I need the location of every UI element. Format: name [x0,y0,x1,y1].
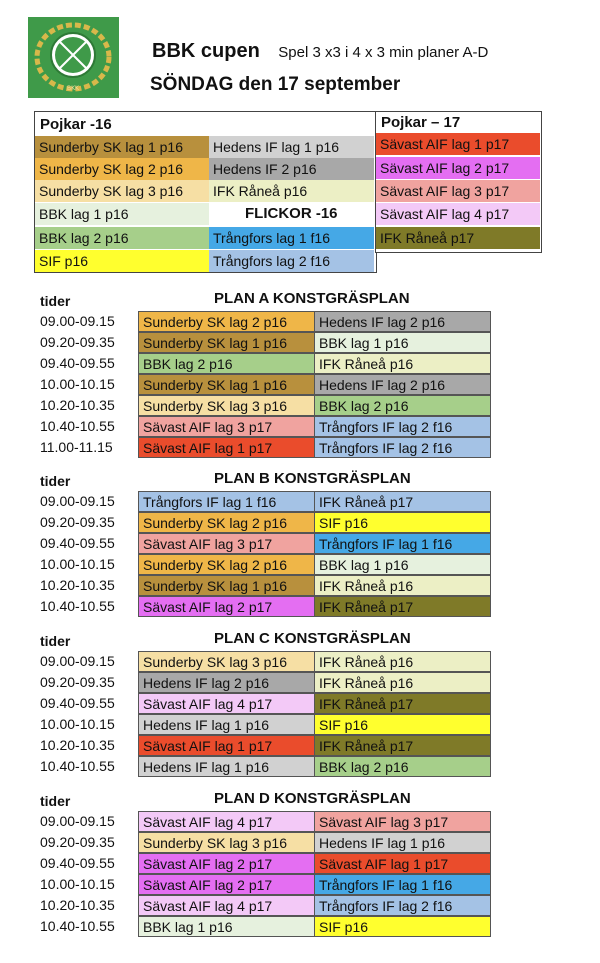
home-team: Hedens IF lag 1 p16 [138,756,315,777]
match-time: 10.20-10.35 [40,897,115,913]
legend-team: Sunderby SK lag 1 p16 [35,136,209,158]
home-team: BBK lag 2 p16 [138,353,315,374]
away-team: IFK Råneå p17 [314,491,491,512]
match-time: 09.20-09.35 [40,514,115,530]
legend-team: Hedens IF 2 p16 [209,158,374,180]
away-team: Hedens IF lag 1 p16 [314,832,491,853]
legend-header-flickor-16: FLICKOR -16 [245,205,338,222]
match-time: 09.40-09.55 [40,355,115,371]
match-time: 10.40-10.55 [40,758,115,774]
home-team: Sävast AIF lag 4 p17 [138,811,315,832]
tider-label: tider [40,473,71,489]
legend-team: Sävast AIF lag 3 p17 [376,180,540,202]
plan-title: PLAN B KONSTGRÄSPLAN [214,470,411,487]
match-time: 10.40-10.55 [40,418,115,434]
home-team: Sunderby SK lag 1 p16 [138,374,315,395]
plan-title: PLAN D KONSTGRÄSPLAN [214,790,411,807]
home-team: Sävast AIF lag 4 p17 [138,895,315,916]
away-team: Trångfors IF lag 1 f16 [314,533,491,554]
legend-team: Sävast AIF lag 4 p17 [376,203,540,225]
legend-team: BBK lag 2 p16 [35,227,209,249]
match-time: 09.00-09.15 [40,493,115,509]
match-time: 09.00-09.15 [40,813,115,829]
home-team: Hedens IF lag 2 p16 [138,672,315,693]
event-date: SÖNDAG den 17 september [150,74,401,95]
away-team: BBK lag 2 p16 [314,395,491,416]
away-team: Trångfors IF lag 1 f16 [314,874,491,895]
legend-team: Sunderby SK lag 3 p16 [35,180,209,202]
match-time: 09.40-09.55 [40,535,115,551]
away-team: Trångfors IF lag 2 f16 [314,895,491,916]
away-team: IFK Råneå p17 [314,735,491,756]
home-team: Sävast AIF lag 2 p17 [138,853,315,874]
legend-team: Hedens IF lag 1 p16 [209,136,374,158]
match-time: 09.20-09.35 [40,834,115,850]
home-team: Sunderby SK lag 3 p16 [138,395,315,416]
away-team: BBK lag 2 p16 [314,756,491,777]
page-subtitle: Spel 3 x3 i 4 x 3 min planer A-D [278,44,489,61]
home-team: Sunderby SK lag 1 p16 [138,575,315,596]
home-team: Sävast AIF lag 3 p17 [138,416,315,437]
home-team: Hedens IF lag 1 p16 [138,714,315,735]
match-time: 09.20-09.35 [40,674,115,690]
legend-team: BBK lag 1 p16 [35,203,209,225]
tider-label: tider [40,293,71,309]
match-time: 11.00-11.15 [40,439,113,455]
legend-team: Trångfors lag 1 f16 [209,227,374,249]
home-team: BBK lag 1 p16 [138,916,315,937]
match-time: 10.00-10.15 [40,716,115,732]
away-team: Trångfors IF lag 2 f16 [314,416,491,437]
away-team: SIF p16 [314,714,491,735]
home-team: Sunderby SK lag 3 p16 [138,651,315,672]
home-team: Sävast AIF lag 4 p17 [138,693,315,714]
away-team: SIF p16 [314,916,491,937]
match-time: 10.00-10.15 [40,876,115,892]
home-team: Sunderby SK lag 3 p16 [138,832,315,853]
match-time: 10.40-10.55 [40,918,115,934]
away-team: SIF p16 [314,512,491,533]
away-team: BBK lag 1 p16 [314,332,491,353]
match-time: 09.20-09.35 [40,334,115,350]
legend-team: Trångfors lag 2 f16 [209,250,374,272]
home-team: Sävast AIF lag 1 p17 [138,437,315,458]
away-team: Sävast AIF lag 3 p17 [314,811,491,832]
home-team: Sunderby SK lag 2 p16 [138,311,315,332]
away-team: IFK Råneå p17 [314,693,491,714]
match-time: 10.00-10.15 [40,556,115,572]
match-time: 09.00-09.15 [40,313,115,329]
page-title: BBK cupen [152,40,260,62]
away-team: Trångfors IF lag 2 f16 [314,437,491,458]
plan-title: PLAN C KONSTGRÄSPLAN [214,630,411,647]
match-time: 10.20-10.35 [40,397,115,413]
home-team: Sävast AIF lag 1 p17 [138,735,315,756]
legend-team: IFK Råneå p16 [209,180,374,202]
legend-team: Sunderby SK lag 2 p16 [35,158,209,180]
home-team: Sävast AIF lag 3 p17 [138,533,315,554]
match-time: 09.40-09.55 [40,695,115,711]
away-team: IFK Råneå p16 [314,575,491,596]
away-team: Hedens IF lag 2 p16 [314,374,491,395]
away-team: IFK Råneå p16 [314,353,491,374]
match-time: 09.40-09.55 [40,855,115,871]
home-team: Sunderby SK lag 1 p16 [138,332,315,353]
match-time: 09.00-09.15 [40,653,115,669]
logo-letters: BKK [67,85,79,92]
home-team: Sunderby SK lag 2 p16 [138,512,315,533]
club-logo [28,17,119,98]
home-team: Sunderby SK lag 2 p16 [138,554,315,575]
away-team: BBK lag 1 p16 [314,554,491,575]
tider-label: tider [40,793,71,809]
match-time: 10.40-10.55 [40,598,115,614]
plan-title: PLAN A KONSTGRÄSPLAN [214,290,410,307]
club-emblem-icon [28,17,119,98]
legend-team: Sävast AIF lag 1 p17 [376,133,540,155]
home-team: Sävast AIF lag 2 p17 [138,874,315,895]
away-team: Hedens IF lag 2 p16 [314,311,491,332]
legend-header-pojkar-16: Pojkar -16 [40,116,112,133]
match-time: 10.20-10.35 [40,737,115,753]
away-team: Sävast AIF lag 1 p17 [314,853,491,874]
legend-header-pojkar-17: Pojkar – 17 [381,114,461,131]
away-team: IFK Råneå p17 [314,596,491,617]
legend-team: SIF p16 [35,250,209,272]
legend-team: Sävast AIF lag 2 p17 [376,157,540,179]
tider-label: tider [40,633,71,649]
title-line [152,40,488,63]
match-time: 10.00-10.15 [40,376,115,392]
match-time: 10.20-10.35 [40,577,115,593]
legend-team: IFK Råneå p17 [376,227,540,249]
home-team: Trångfors IF lag 1 f16 [138,491,315,512]
home-team: Sävast AIF lag 2 p17 [138,596,315,617]
away-team: IFK Råneå p16 [314,651,491,672]
away-team: IFK Råneå p16 [314,672,491,693]
